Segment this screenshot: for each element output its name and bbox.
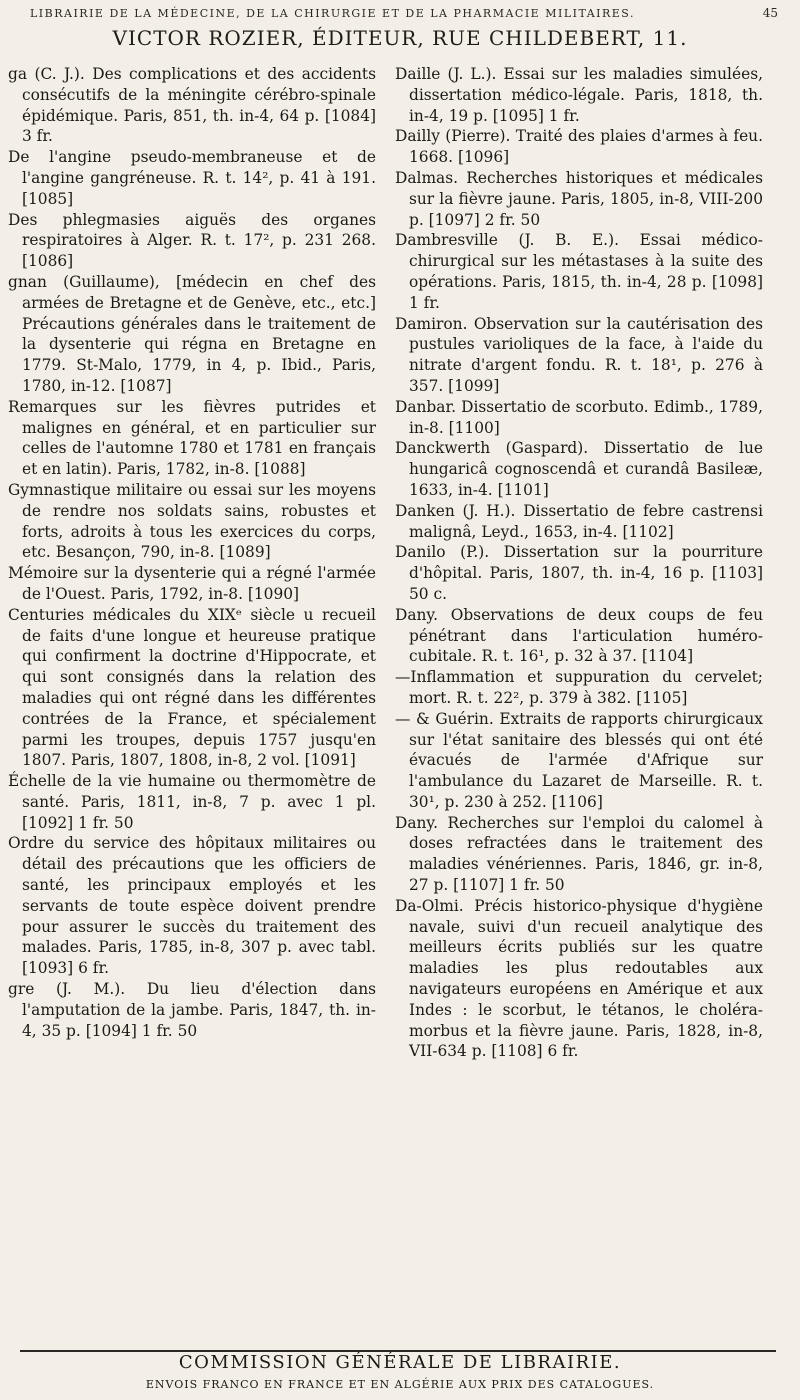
entry-1092: Échelle de la vie humaine ou thermomètre de santé. Paris, 1811, in-8, 7 p. avec 1 pl. [1092] 1 fr. 50 [8,772,376,832]
footer-note: ENVOIS FRANCO EN FRANCE ET EN ALGÉRIE AUX PRIX DES CATALOGUES. [145,1378,655,1391]
entry-1089: Gymnastique militaire ou essai sur les moyens de rendre nos soldats sains, robustes et forts, adroits à tous les exercices du corps, etc. Besançon, 790, in-8. [1089] [8,480,376,562]
entry-1106: — & Guérin. Extraits de rapports chirurgicaux sur l'état sanitaire des blessés qui ont été évacués de l'armée d'Afrique sur l'ambulance du Lazaret de Marseille. R. t. 30¹, p. 230 à 252. [1106] [395,709,763,811]
page-number: 45 [762,6,778,20]
publisher-line: VICTOR ROZIER, ÉDITEUR, RUE CHILDEBERT, 11. [112,26,688,50]
entry-1086: Des phlegmasies aiguës des organes respiratoires à Alger. R. t. 17², p. 231 268. [1086] [8,210,376,271]
entry-1096: Dailly (Pierre). Traité des plaies d'armes à feu. 1668. [1096] [395,127,763,167]
entry-1099: Damiron. Observation sur la cautérisation des pustules varioliques de la face, à l'aide du nitrate d'argent fondu. R. t. 18¹, p. 276 à 357. [1099] [395,314,763,395]
entry-1105: —Inflammation et suppuration du cervelet; mort. R. t. 22², p. 379 à 382. [1105] [395,668,763,707]
entry-1090: Mémoire sur la dysenterie qui a régné l'armée de l'Ouest. Paris, 1792, in-8. [1090] [8,564,376,603]
footer-title: COMMISSION GÉNÉRALE DE LIBRAIRIE. [178,1352,622,1373]
entry-1085: De l'angine pseudo-membraneuse et de l'angine gangréneuse. R. t. 14², p. 41 à 191. [1085] [8,148,376,208]
entry-1087: gnan (Guillaume), [médecin en chef des armées de Bretagne et de Genève, etc., etc.] Précautions générales dans le traitement de la dysenterie qui régna en Bretagne en 1779. St-Malo, 1779, in 4, p. Ibid., Paris, 1780, in-12. [1087] [8,272,376,395]
entry-1098: Dambresville (J. B. E.). Essai médico-chirurgical sur les métastases à la suite des opérations. Paris, 1815, th. in-4, 28 p. [1098] 1 fr. [395,231,763,312]
entry-1102: Danken (J. H.). Dissertatio de febre castrensi malignâ, Leyd., 1653, in-4. [1102] [395,501,763,541]
entry-1097: Dalmas. Recherches historiques et médicales sur la fièvre jaune. Paris, 1805, in-8, VIII-200 p. [1097] 2 fr. 50 [395,168,763,229]
left-column [8,64,376,1041]
entry-1107: Dany. Recherches sur l'emploi du calomel à doses refractées dans le traitement des maladies vénériennes. Paris, 1846, gr. in-8, 27 p. [1107] 1 fr. 50 [395,813,763,895]
entry-1101: Danckwerth (Gaspard). Dissertatio de lue hungaricâ cognoscendâ et curandâ Basileæ, 1633, in-4. [1101] [395,439,763,499]
entry-1091: Centuries médicales du XIXᵉ siècle u recueil de faits d'une longue et heureuse pratique qui confirment la doctrine d'Hippocrate, et qui sont consignés dans la relation des maladies qui ont régné dans les différentes contrées de la France, et spécialement parmi les troupes, depuis 1757 jusqu'en 1807. Paris, 1807, 1808, in-8, 2 vol. [1091] [8,605,376,770]
entry-1084: ga (C. J.). Des complications et des accidents consécutifs de la méningite cérébro-spinale épidémique. Paris, 851, th. in-4, 64 p. [1084] 3 fr. [8,65,376,146]
entry-1093: Ordre du service des hôpitaux militaires ou détail des précautions que les officiers de santé, les principaux employés et les servants de toute espèce doivent prendre pour assurer le succès du traitement des malades. Paris, 1785, in-8, 307 p. avec tabl. [1093] 6 fr. [8,834,376,978]
running-head [30,6,778,20]
entry-1100: Danbar. Dissertatio de scorbuto. Edimb., 1789, in-8. [1100] [395,397,763,437]
entry-1094: gre (J. M.). Du lieu d'élection dans l'amputation de la jambe. Paris, 1847, th. in-4, 35 p. [1094] 1 fr. 50 [8,980,376,1040]
entry-1103: Danilo (P.). Dissertation sur la pourriture d'hôpital. Paris, 1807, th. in-4, 16 p. [1103] 50 c. [395,543,763,603]
entry-1088: Remarques sur les fièvres putrides et malignes en général, et en particulier sur celles de l'automne 1780 et 1781 en français et en latin). Paris, 1782, in-8. [1088] [8,397,376,479]
running-head-text: LIBRAIRIE DE LA MÉDECINE, DE LA CHIRURGIE ET DE LA PHARMACIE MILITAIRES. [30,7,635,20]
entry-1095: Daille (J. L.). Essai sur les maladies simulées, dissertation médico-légale. Paris, 1818, th. in-4, 19 p. [1095] 1 fr. [395,65,763,125]
entry-1104: Dany. Observations de deux coups de feu pénétrant dans l'articulation huméro-cubitale. R. t. 16¹, p. 32 à 37. [1104] [395,605,763,666]
right-column [395,64,763,1062]
entry-1108: Da-Olmi. Précis historico-physique d'hygiène navale, suivi d'un recueil analytique des meilleurs écrits publiés sur les quatre maladies les plus redoutables aux navigateurs européens en Amérique et aux Indes : le scorbut, le tétanos, le choléra-morbus et la fièvre jaune. Paris, 1828, in-8, VII-634 p. [1108] 6 fr. [395,896,763,1061]
